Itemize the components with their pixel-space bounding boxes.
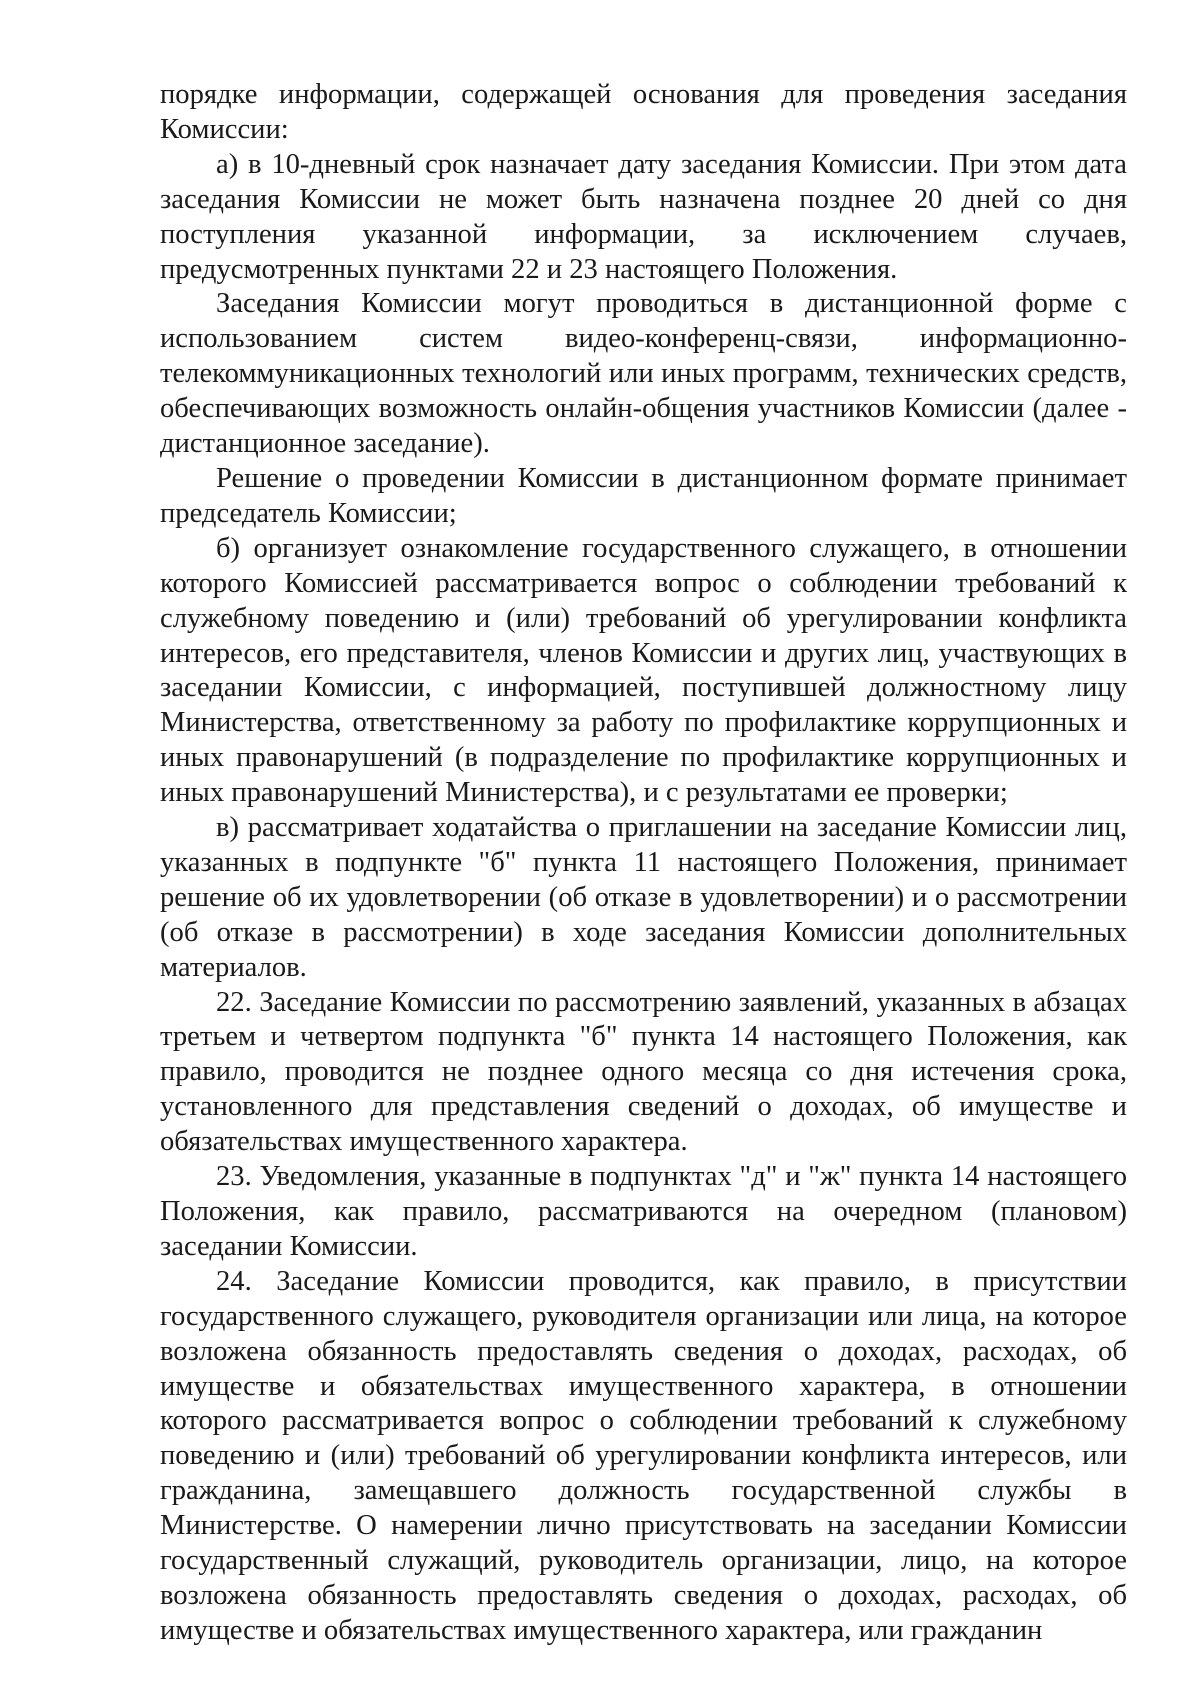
paragraph-item-b: б) организует ознакомление государственного служащего, в отношении которого Комиссией рассматривается вопрос о соблюдении требований к служебному поведению и (или) требований об урегулировании конфликта интересов, его представителя, членов Комиссии и других лиц, участвующих в заседании Комиссии, с информацией, поступившей должностному лицу Министерства, ответственному за работу по профилактике коррупционных и иных правонарушений (в подразделение по профилактике коррупционных и иных правонарушений Министерства), и с результатами ее проверки;	[160, 532, 1127, 809]
paragraph-24: 24. Заседание Комиссии проводится, как правило, в присутствии государственного служащего, руководителя организации или лица, на которое возложена обязанность предоставлять сведения о доходах, расходах, об имуществе и обязательствах имущественного характера, в отношении которого рассматривается вопрос о соблюдении требований к служебному поведению и (или) требований об урегулировании конфликта интересов, или гражданина, замещавшего должность государственной службы в Министерстве. О намерении лично присутствовать на заседании Комиссии государственный служащий, руководитель организации, лицо, на которое возложена обязанность предоставлять сведения о доходах, расходах, об имуществе и обязательствах имущественного характера, или гражданин	[160, 1265, 1127, 1646]
paragraph-23: 23. Уведомления, указанные в подпунктах "д" и "ж" пункта 14 настоящего Положения, как правило, рассматриваются на очередном (плановом) заседании Комиссии.	[160, 1161, 1127, 1262]
paragraph-item-v: в) рассматривает ходатайства о приглашении на заседание Комиссии лиц, указанных в подпункте "б" пункта 11 настоящего Положения, принимает решение об их удовлетворении (об отказе в удовлетворении) и о рассмотрении (об отказе в рассмотрении) в ходе заседания Комиссии дополнительных материалов.	[160, 812, 1127, 983]
paragraph-22: 22. Заседание Комиссии по рассмотрению заявлений, указанных в абзацах третьем и четвертом подпункта "б" пункта 14 настоящего Положения, как правило, проводится не позднее одного месяца со дня истечения срока, установленного для представления сведений о доходах, об имуществе и обязательствах имущественного характера.	[160, 986, 1127, 1158]
paragraph-item-a: а) в 10-дневный срок назначает дату заседания Комиссии. При этом дата заседания Комиссии не может быть назначена позднее 20 дней со дня поступления указанной информации, за исключением случаев, предусмотренных пунктами 22 и 23 настоящего Положения.	[160, 148, 1127, 285]
document-page	[160, 78, 1127, 1649]
paragraph-continuation: порядке информации, содержащей основания для проведения заседания Комиссии:	[160, 79, 1127, 145]
paragraph-remote-decision: Решение о проведении Комиссии в дистанционном формате принимает председатель Комиссии;	[160, 462, 1127, 529]
paragraph-remote-meetings: Заседания Комиссии могут проводиться в дистанционной форме с использованием систем видео-конференц-связи, информационно-телекоммуникационных технологий или иных программ, технических средств, обеспечивающих возможность онлайн-общения участников Комиссии (далее - дистанционное заседание).	[160, 288, 1127, 460]
